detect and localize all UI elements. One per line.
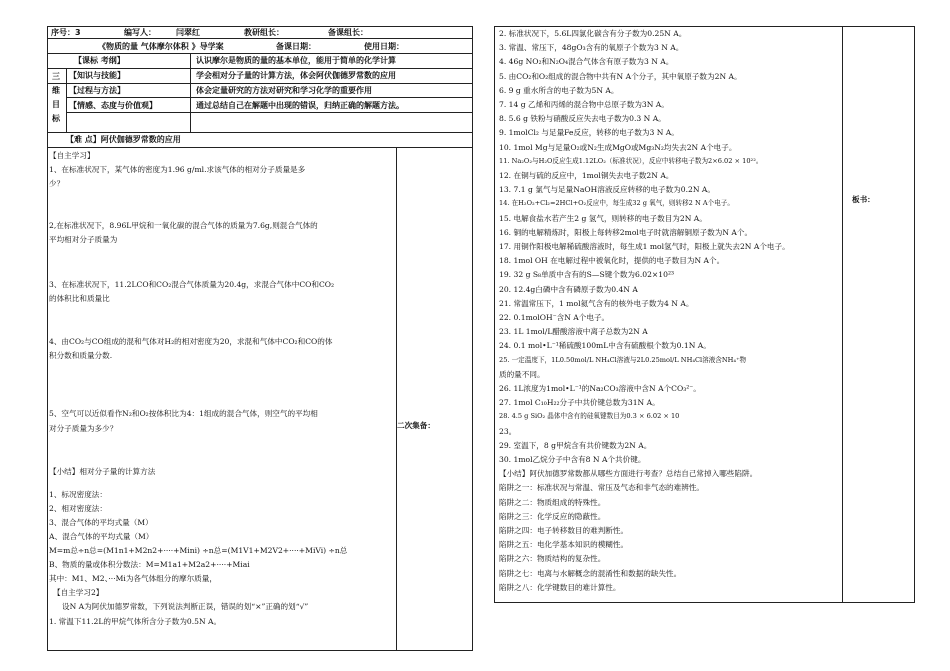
row-line — [47, 68, 473, 69]
right-item: 17. 用铜作阳极电解稀硫酸溶液时，每生成1 mol氢气时，阳极上就失去2N A个电子。 — [499, 242, 790, 251]
goal-text: 学会相对分子量的计算方法，体会阿伏伽德罗常数的应用 — [196, 71, 396, 80]
right-item: 23. 1L 1mol/L醋酸溶液中离子总数为2N A — [499, 327, 648, 337]
right-item: 24. 0.1 mol•L⁻¹稀硫酸100mL中含有硫酸根个数为0.1N A。 — [499, 341, 711, 351]
question-5-line-1: 5、空气可以近似看作N₂和O₂按体积比为4：1组成的混合气体，则空气的平均相 — [49, 409, 318, 418]
goal-label: 【过程与方法】 — [69, 86, 125, 95]
use-date-label: 使用日期： — [364, 42, 404, 51]
right-item: 陷阱之六：物质结构的复杂性。 — [499, 554, 606, 564]
right-item: 28. 4.5 g SiO₂ 晶体中含有的硅氧键数目为0.3 × 6.02 × 10 — [499, 412, 680, 421]
writer-label: 编写人： — [124, 28, 156, 37]
label-col — [190, 53, 191, 132]
right-item: 16. 铜的电解精炼时，阳极上每转移2mol电子时就溶解铜原子数为N A个。 — [499, 227, 753, 237]
self-study-2-intro: 设N A为阿伏加德罗常数，下列说法判断正误，错误的划“×”正确的划“√” — [62, 602, 309, 611]
writer-name: 闫翠红 — [176, 28, 200, 37]
question-2-line-2: 平均相对分子质量为 — [49, 235, 118, 244]
goal-label: 【知识与技能】 — [69, 71, 125, 80]
right-item: 14. 在H₂O₂+Cl₂=2HCl+O₂反应中，每生成32 g 氧气，则转移2 N A个电子。 — [499, 199, 734, 208]
question-1-line-1: 1、在标准状况下，某气体的密度为1.96 g/ml.求该气体的相对分子质量是多 — [49, 165, 306, 174]
right-item: 19. 32 g S₈单质中含有的S—S键个数为6.02×10²³ — [499, 270, 675, 280]
row-line — [66, 97, 473, 98]
right-item: 陷阱之一：标准状况与常温、常压及气态和非气态的难辨性。 — [499, 483, 705, 493]
right-item: 4. 46g NO₂和N₂O₄混合气体含有原子数为3 N A。 — [499, 57, 674, 67]
second-prep-label: 二次集备： — [397, 421, 435, 430]
summary-line: 2、相对密度法： — [49, 504, 107, 513]
row-line — [47, 38, 473, 39]
right-item: 【小结】阿伏加德罗常数都从哪些方面进行考查？总结自己常掉入哪些陷阱。 — [499, 469, 758, 479]
standards-text: 认识摩尔是物质的量的基本单位，能用于简单的化学计算 — [196, 56, 396, 65]
goal-side-char: 标 — [52, 114, 60, 123]
goal-label: 【情感、态度与价值观】 — [69, 101, 157, 110]
row-line — [47, 132, 473, 133]
goal-side-char: 目 — [52, 100, 60, 109]
right-item: 8. 5.6 g 铁粉与硝酸反应失去电子数为0.3 N A。 — [499, 114, 666, 124]
summary-line: 3、混合气体的平均式量（M） — [49, 518, 153, 527]
right-item: 陷阱之八：化学键数目的难计算性。 — [499, 582, 621, 592]
right-item: 12. 在铜与硫的反应中，1mol铜失去电子数2N A。 — [499, 171, 674, 180]
right-item: 20. 12.4g白磷中含有磷原子数为0.4N A — [499, 284, 638, 294]
right-item: 2. 标准状况下，5.6L四氯化碳含有分子数为0.25N A。 — [499, 29, 687, 38]
question-2-line-1: 2,在标准状况下，8.96L甲烷和一氧化碳的混合气体的质量为7.6g,则混合气体的 — [49, 221, 318, 230]
difficulty-text: 【难 点】阿伏伽德罗常数的应用 — [66, 135, 181, 144]
right-item: 1. 常温下11.2L的甲烷气体所含分子数为0.5N A。 — [49, 617, 222, 626]
goal-text: 体会定量研究的方法对研究和学习化学的重要作用 — [196, 86, 372, 95]
summary-line: 1、标况密度法： — [49, 490, 107, 499]
self-study-2-heading: 【自主学习2】 — [53, 588, 104, 597]
right-item: 5. 由CO₂和O₂组成的混合物中共有N A个分子，其中氧原子数为2N A。 — [499, 71, 742, 81]
question-5-line-2: 对分子质量为多少？ — [49, 424, 118, 433]
right-item: 11. Na₂O₂与H₂O反应生成1.12LO₂（标准状况），反应中转移电子数为2×6.02 × 10²²。 — [499, 156, 763, 165]
left-divider-col — [396, 147, 397, 651]
right-item: 6. 9 g 重水所含的电子数为5N A。 — [499, 85, 619, 95]
board-label: 板书： — [852, 195, 875, 204]
summary-line: 其中：M1、M2、···Mi为各气体组分的摩尔质量， — [49, 574, 217, 583]
right-item: 15. 电解食盐水若产生2 g 氢气，则转移的电子数目为2N A。 — [499, 213, 707, 223]
right-item: 10. 1mol Mg与足量O₂或N₂生成MgO或Mg₃N₂均失去2N A个电子。 — [499, 142, 737, 152]
summary-formula: M=m总÷n总=(M1n1+M2n2+····+Mini) ÷n总=(M1V1+M2V2+····+MiVi) ÷n总 — [49, 546, 348, 555]
goal-side-col — [66, 68, 67, 132]
summary-line: B、物质的量或体积分数法：M=M1a1+M2a2+····+Miai — [49, 560, 250, 569]
goal-side-char: 三 — [52, 72, 60, 81]
self-study-heading: 【自主学习】 — [49, 151, 95, 160]
right-item: 陷阱之二：物质组成的特殊性。 — [499, 497, 606, 507]
row-line — [47, 147, 473, 148]
row-line — [47, 83, 473, 84]
goal-text: 通过总结自己在解题中出现的错误，归纳正确的解题方法。 — [196, 101, 404, 110]
prep-head-label: 备课组长： — [328, 28, 368, 37]
right-item: 29. 室温下，8 g甲烷含有共价键数为2N A。 — [499, 440, 652, 450]
standards-label: 【课标 考纲】 — [74, 56, 125, 65]
right-item: 13. 7.1 g 氯气与足量NaOH溶液反应转移的电子数为0.2N A。 — [499, 185, 715, 195]
right-item: 陷阱之四：电子转移数目的难判断性。 — [499, 526, 629, 535]
question-4-line-1: 4、由CO₂与CO组成的混和气体对H₂的相对密度为20，求混和气体中CO₂和CO的体 — [49, 337, 333, 346]
question-3-line-1: 3、在标准状况下，11.2LCO和CO₂混合气体质量为20.4g，求混合气体中CO和CO₂ — [49, 280, 335, 289]
right-item: 18. 1mol OH 在电解过程中被氧化时，提供的电子数目为N A个。 — [499, 256, 725, 266]
summary-line: A、混合气体的平均式量（M） — [49, 532, 154, 541]
research-head-label: 教研组长： — [244, 28, 284, 37]
prep-date-label: 备课日期： — [276, 42, 316, 51]
right-item: 26. 1L浓度为1mol•L⁻¹的Na₂CO₃溶液中含N A个CO₃²⁻。 — [499, 384, 701, 393]
right-item: 9. 1molCl₂ 与足量Fe反应，转移的电子数为3 N A。 — [499, 128, 679, 138]
right-item: 30. 1mol乙烷分子中含有8 N A个共价键。 — [499, 455, 646, 464]
question-3-line-2: 的体积比和质量比 — [49, 294, 110, 303]
right-item: 陷阱之五：电化学基本知识的模糊性。 — [499, 540, 629, 550]
question-4-line-2: 积分数和质量分数. — [49, 351, 113, 360]
right-item: 22. 0.1molOH⁻含N A个电子。 — [499, 313, 610, 322]
right-item: 21. 常温常压下，1 mol氦气含有的核外电子数为4 N A。 — [499, 298, 694, 308]
summary-heading: 【小结】相对分子量的计算方法 — [49, 467, 156, 476]
question-1-line-2: 少？ — [49, 179, 65, 188]
right-item: 25. 一定温度下，1L0.50mol/L NH₄Cl溶液与2L0.25mol/L NH₄Cl溶液含NH₄⁺物 — [499, 355, 747, 364]
right-item: 27. 1mol C₁₀H₂₂分子中共价键总数为31N A。 — [499, 398, 660, 408]
right-item: 23。 — [499, 426, 517, 436]
right-item: 陷阱之三：化学反应的隐蔽性。 — [499, 511, 606, 521]
right-item: 质的量不同。 — [499, 369, 545, 379]
serial-number: 序号：3 — [51, 28, 81, 37]
right-divider-col — [842, 26, 843, 603]
row-line — [47, 53, 473, 54]
goal-side-char: 维 — [52, 86, 60, 95]
right-item: 3. 常温、常压下，48gO₃含有的氧原子个数为3 N A。 — [499, 43, 684, 53]
right-item: 陷阱之七：电离与水解概念的混淆性和数据的缺失性。 — [499, 568, 682, 578]
right-item: 7. 14 g 乙烯和丙烯的混合物中总原子数为3N A。 — [499, 100, 669, 109]
row-line — [66, 112, 473, 113]
doc-title: 《物质的量 气体摩尔体积 》导学案 — [98, 42, 224, 51]
